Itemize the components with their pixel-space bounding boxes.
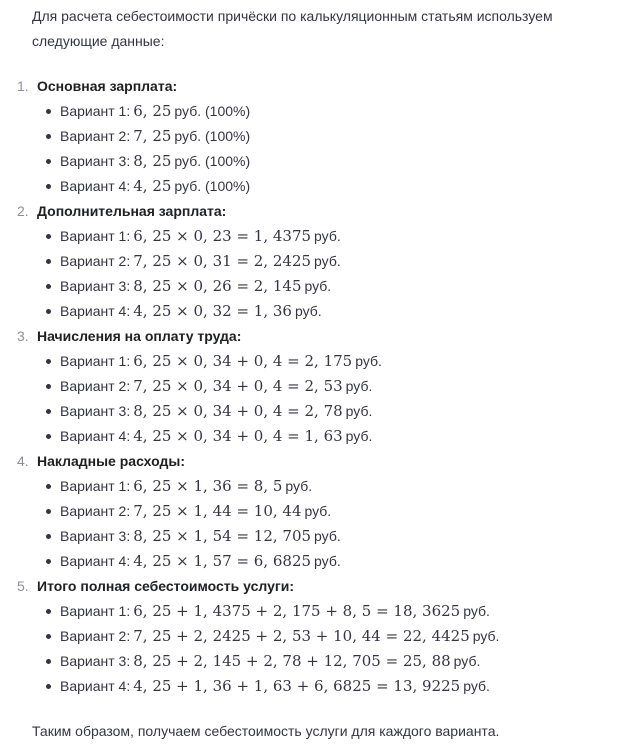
section-heading <box>17 574 628 599</box>
formula: 8, 25 × 1, 54 = 12, 705 <box>133 527 312 545</box>
bullet-icon <box>46 309 51 314</box>
unit: руб. <box>345 378 373 394</box>
section-title: Дополнительная зарплата: <box>37 203 227 219</box>
formula: 7, 25 + 2, 2425 + 2, 53 + 10, 44 = 22, 4425 <box>133 627 470 645</box>
list-item <box>32 549 628 574</box>
list-item <box>32 299 628 324</box>
unit: руб. <box>472 628 500 644</box>
bullet-icon <box>46 509 51 514</box>
list-item <box>32 124 628 149</box>
formula: 6, 25 × 1, 36 = 8, 5 <box>133 477 283 495</box>
list-item <box>32 474 628 499</box>
bullet-icon <box>46 234 51 239</box>
list-item <box>32 599 628 624</box>
list-item <box>32 349 628 374</box>
formula: 4, 25 × 1, 57 = 6, 6825 <box>133 552 312 570</box>
variant-label: Вариант 2: <box>60 503 131 519</box>
formula: 4, 25 + 1, 36 + 1, 63 + 6, 6825 = 13, 9225 <box>133 677 461 695</box>
bullet-icon <box>46 284 51 289</box>
section-base-salary <box>17 74 628 199</box>
unit: руб. <box>314 228 341 244</box>
list-item <box>32 374 628 399</box>
section-overhead <box>17 449 628 574</box>
unit: руб. <box>345 403 373 419</box>
section-number: 5. <box>17 578 29 594</box>
conclusion-paragraph: Таким образом, получаем себестоимость услуги для каждого варианта. <box>32 723 500 739</box>
bullet-icon <box>46 359 51 364</box>
variant-label: Вариант 3: <box>60 153 131 169</box>
variant-label: Вариант 1: <box>60 603 131 619</box>
list-item <box>32 674 628 699</box>
bullet-icon <box>46 159 51 164</box>
bullet-icon <box>46 184 51 189</box>
section-payroll-charges <box>17 324 628 449</box>
unit: руб. (100%) <box>174 153 251 169</box>
unit: руб. (100%) <box>174 103 251 119</box>
formula: 7, 25 × 0, 34 + 0, 4 = 2, 53 <box>133 377 343 395</box>
variant-label: Вариант 1: <box>60 228 131 244</box>
unit: руб. <box>463 678 490 694</box>
variant-label: Вариант 1: <box>60 353 131 369</box>
unit: руб. (100%) <box>174 178 251 194</box>
formula: 7, 25 <box>133 127 172 145</box>
section-title: Основная зарплата: <box>37 78 178 94</box>
cost-sections-list <box>17 74 628 699</box>
variant-label: Вариант 3: <box>60 653 131 669</box>
formula: 6, 25 × 0, 23 = 1, 4375 <box>133 227 312 245</box>
formula: 7, 25 × 1, 44 = 10, 44 <box>133 502 302 520</box>
unit: руб. <box>463 603 490 619</box>
variant-list <box>32 599 628 699</box>
bullet-icon <box>46 409 51 414</box>
section-number: 4. <box>17 453 29 469</box>
list-item <box>32 274 628 299</box>
unit: руб. <box>314 528 341 544</box>
message-content <box>17 0 628 744</box>
variant-label: Вариант 3: <box>60 528 131 544</box>
bullet-icon <box>46 559 51 564</box>
variant-list <box>32 224 628 324</box>
variant-label: Вариант 3: <box>60 403 131 419</box>
unit: руб. <box>294 303 322 319</box>
formula: 4, 25 × 0, 34 + 0, 4 = 1, 63 <box>133 427 343 445</box>
variant-label: Вариант 1: <box>60 103 131 119</box>
section-extra-salary <box>17 199 628 324</box>
unit: руб. <box>355 353 382 369</box>
section-number: 2. <box>17 203 29 219</box>
section-heading <box>17 324 628 349</box>
bullet-icon <box>46 134 51 139</box>
unit: руб. (100%) <box>174 128 251 144</box>
list-item <box>32 249 628 274</box>
formula: 8, 25 <box>133 152 172 170</box>
section-number: 1. <box>17 78 29 94</box>
section-title: Итого полная себестоимость услуги: <box>37 578 294 594</box>
variant-list <box>32 474 628 574</box>
section-total-cost <box>17 574 628 699</box>
intro-paragraph: Для расчета себестоимости причёски по калькуляционным статьям используем следующие данные: <box>32 8 553 49</box>
unit: руб. <box>285 478 313 494</box>
list-item <box>32 499 628 524</box>
variant-label: Вариант 4: <box>60 428 131 444</box>
section-heading <box>17 74 628 99</box>
bullet-icon <box>46 684 51 689</box>
formula: 8, 25 + 2, 145 + 2, 78 + 12, 705 = 25, 88 <box>133 652 451 670</box>
list-item <box>32 99 628 124</box>
formula: 6, 25 × 0, 34 + 0, 4 = 2, 175 <box>133 352 353 370</box>
formula: 6, 25 + 1, 4375 + 2, 175 + 8, 5 = 18, 3625 <box>133 602 461 620</box>
list-item <box>32 149 628 174</box>
variant-label: Вариант 2: <box>60 378 131 394</box>
unit: руб. <box>314 253 341 269</box>
variant-label: Вариант 4: <box>60 303 131 319</box>
unit: руб. <box>314 553 341 569</box>
bullet-icon <box>46 634 51 639</box>
list-item <box>32 399 628 424</box>
list-item <box>32 524 628 549</box>
bullet-icon <box>46 534 51 539</box>
unit: руб. <box>304 278 332 294</box>
section-heading <box>17 449 628 474</box>
list-item <box>32 624 628 649</box>
variant-label: Вариант 4: <box>60 678 131 694</box>
variant-list <box>32 99 628 199</box>
variant-label: Вариант 3: <box>60 278 131 294</box>
variant-label: Вариант 1: <box>60 478 131 494</box>
section-number: 3. <box>17 328 29 344</box>
section-title: Накладные расходы: <box>37 453 185 469</box>
list-item <box>32 224 628 249</box>
bullet-icon <box>46 484 51 489</box>
list-item <box>32 174 628 199</box>
bullet-icon <box>46 109 51 114</box>
section-title: Начисления на оплату труда: <box>37 328 242 344</box>
unit: руб. <box>345 428 373 444</box>
list-item <box>32 424 628 449</box>
list-item <box>32 649 628 674</box>
bullet-icon <box>46 434 51 439</box>
section-heading <box>17 199 628 224</box>
formula: 8, 25 × 0, 26 = 2, 145 <box>133 277 302 295</box>
variant-label: Вариант 4: <box>60 553 131 569</box>
variant-label: Вариант 2: <box>60 628 131 644</box>
bullet-icon <box>46 659 51 664</box>
formula: 6, 25 <box>133 102 172 120</box>
formula: 4, 25 × 0, 32 = 1, 36 <box>133 302 292 320</box>
formula: 4, 25 <box>133 177 172 195</box>
variant-list <box>32 349 628 449</box>
variant-label: Вариант 2: <box>60 253 131 269</box>
bullet-icon <box>46 259 51 264</box>
bullet-icon <box>46 384 51 389</box>
unit: руб. <box>453 653 481 669</box>
bullet-icon <box>46 609 51 614</box>
formula: 7, 25 × 0, 31 = 2, 2425 <box>133 252 312 270</box>
variant-label: Вариант 2: <box>60 128 131 144</box>
variant-label: Вариант 4: <box>60 178 131 194</box>
formula: 8, 25 × 0, 34 + 0, 4 = 2, 78 <box>133 402 343 420</box>
unit: руб. <box>304 503 332 519</box>
